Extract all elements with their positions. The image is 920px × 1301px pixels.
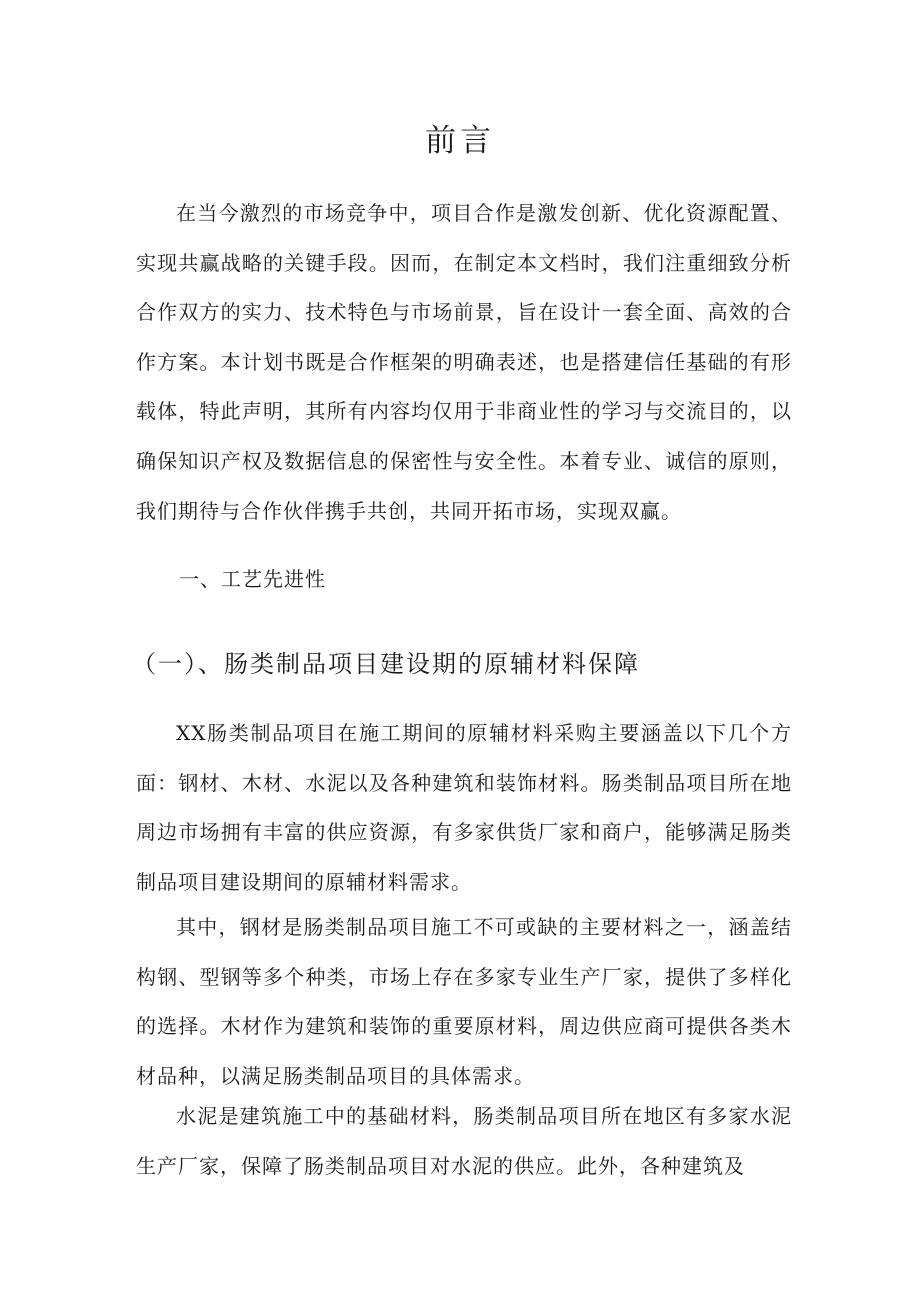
section-heading: 一、工艺先进性 <box>179 567 326 591</box>
body-paragraph-3: 水泥是建筑施工中的基础材料，肠类制品项目所在地区有多家水泥生产厂家，保障了肠类制品项目对水泥的供应。此外，各种建筑及 <box>136 1104 792 1178</box>
intro-paragraph: 在当今激烈的市场竞争中，项目合作是激发创新、优化资源配置、实现共赢战略的关键手段。因而，在制定本文档时，我们注重细致分析合作双方的实力、技术特色与市场前景，旨在设计一套全面、高效的合作方案。本计划书既是合作框架的明确表述，也是搭建信任基础的有形载体，特此声明，其所有内容均仅用于非商业性的学习与交流目的，以确保知识产权及数据信息的保密性与安全性。本着专业、诚信的原则，我们期待与合作伙伴携手共创，共同开拓市场，实现双赢。 <box>136 201 792 523</box>
body-paragraph-2: 其中，钢材是肠类制品项目施工不可或缺的主要材料之一，涵盖结构钢、型钢等多个种类，市场上存在多家专业生产厂家，提供了多样化的选择。木材作为建筑和装饰的重要原材料，周边供应商可提供各类木材品种，以满足肠类制品项目的具体需求。 <box>136 915 792 1088</box>
body-paragraph-1: XX肠类制品项目在施工期间的原辅材料采购主要涵盖以下几个方面：钢材、木材、水泥以及各种建筑和装饰材料。肠类制品项目所在地周边市场拥有丰富的供应资源，有多家供货厂家和商户，能够满足肠类制品项目建设期间的原辅材料需求。 <box>136 721 792 894</box>
page-title: 前言 <box>425 123 495 159</box>
subsection-heading: （一）、肠类制品项目建设期的原辅材料保障 <box>132 650 640 678</box>
